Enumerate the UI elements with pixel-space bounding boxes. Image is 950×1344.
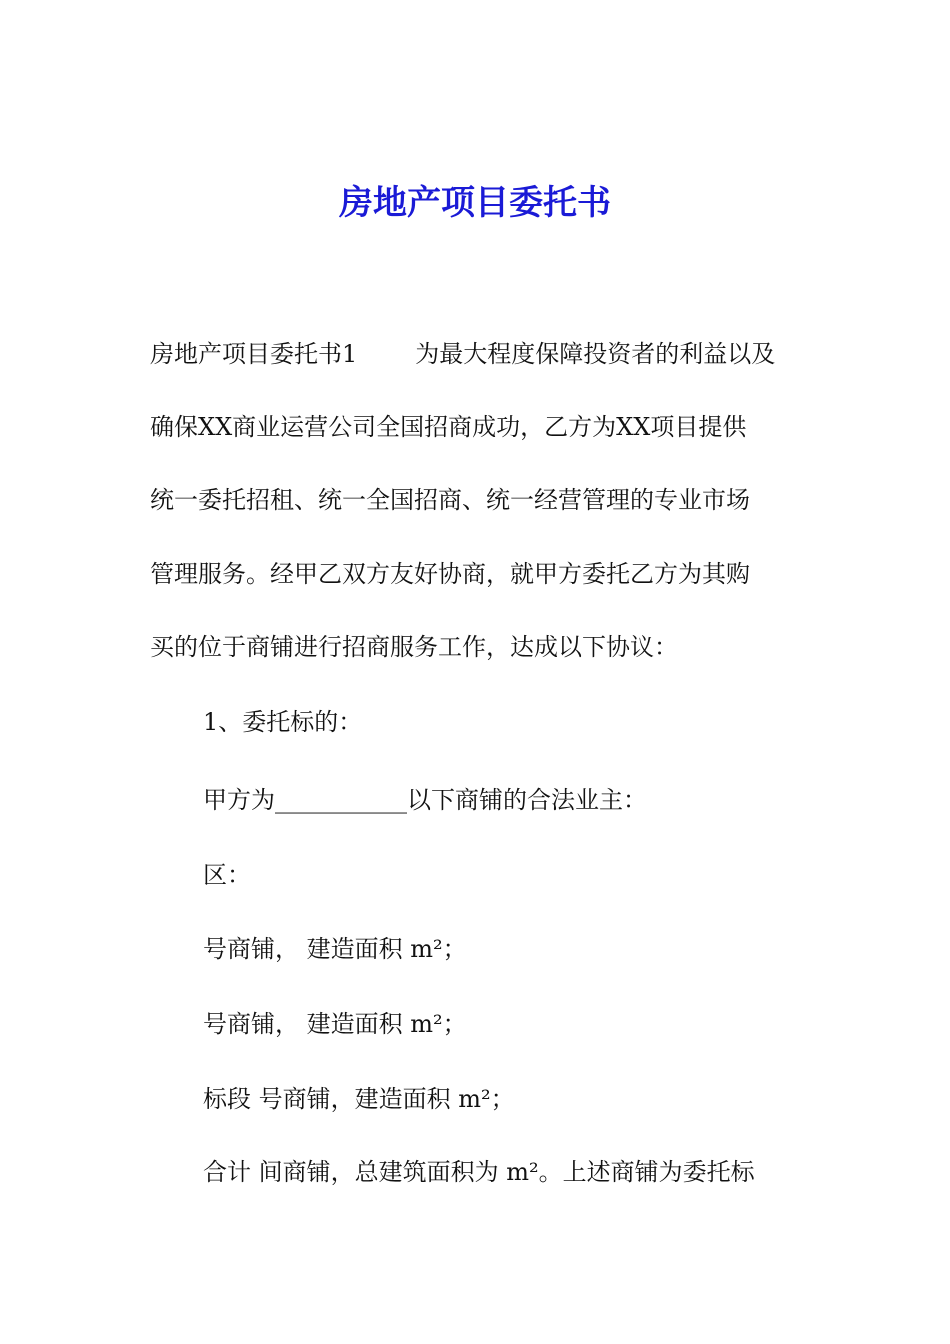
- district-line: 区：: [203, 861, 251, 889]
- shop-line-2: 号商铺， 建造面积 m²；: [203, 1010, 467, 1038]
- paragraph-line-4: 管理服务。经甲乙双方友好协商，就甲方委托乙方为其购: [150, 560, 750, 588]
- section-heading-1: 1、委托标的：: [203, 708, 363, 736]
- line-1-body-text: 为最大程度保障投资者的利益以及: [415, 340, 776, 368]
- owner-line: 甲方为___________以下商铺的合法业主：: [203, 786, 647, 814]
- shop-line-1: 号商铺， 建造面积 m²；: [203, 935, 467, 963]
- document-title: 房地产项目委托书: [339, 183, 611, 223]
- paragraph-line-1: [150, 336, 775, 372]
- paragraph-line-2: 确保XX商业运营公司全国招商成功，乙方为XX项目提供: [150, 413, 747, 441]
- line-1-heading-text: 房地产项目委托书1: [150, 340, 358, 368]
- paragraph-line-3: 统一委托招租、统一全国招商、统一经营管理的专业市场: [150, 486, 750, 514]
- shop-line-3: 标段 号商铺，建造面积 m²；: [203, 1085, 515, 1113]
- paragraph-line-5: 买的位于商铺进行招商服务工作，达成以下协议：: [150, 633, 678, 661]
- total-line: 合计 间商铺，总建筑面积为 m²。上述商铺为委托标: [203, 1158, 755, 1186]
